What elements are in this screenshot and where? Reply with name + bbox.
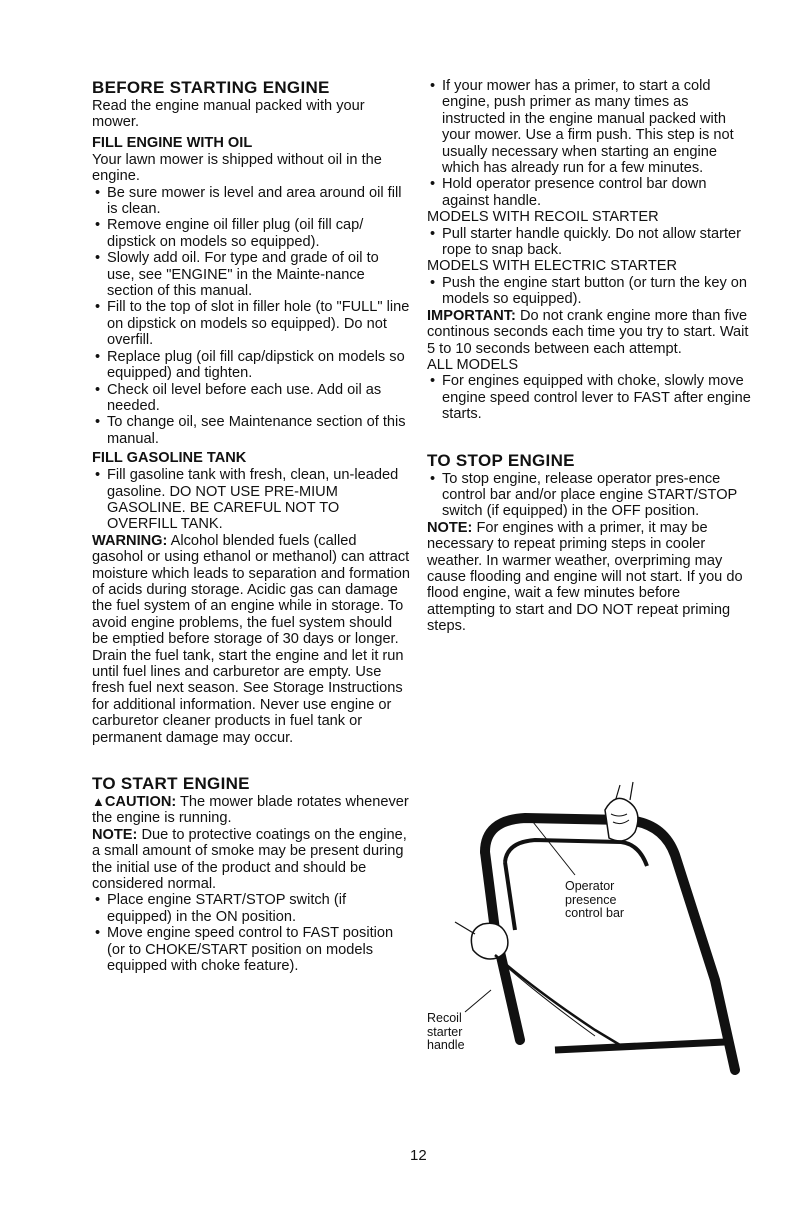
to-stop-list — [427, 471, 752, 520]
before-starting-heading: BEFORE STARTING ENGINE — [92, 78, 330, 97]
note-paragraph — [92, 827, 410, 893]
handle-drawing — [425, 780, 765, 1085]
warning-text: Alcohol blended fuels (called gasohol or using ethanol or methanol) can attract moisture which leads to separation and formation of acids during storage. Acidic gas can damage the fuel system of an engine while in storage. To avoid engine problems, the fuel system should be emptied before storage of 30 days or longer. Drain the fuel tank, start the engine and let it run until fuel lines and carburetor are empty. Use fresh fuel next season. See Storage Instructions for additional information. Never use engine or carburetor cleaner products in fuel tank or permanent damage may occur. — [92, 532, 410, 746]
all-models-list — [427, 373, 752, 422]
list-item: • For engines equipped with choke, slowly move engine speed control lever to FAST after engine starts. — [427, 373, 752, 422]
caution-paragraph — [92, 794, 410, 827]
primer-list — [427, 78, 752, 209]
list-item: • Fill gasoline tank with fresh, clean, un-leaded gasoline. DO NOT USE PRE-MIUM GASOLINE. BE CAREFUL NOT TO OVERFILL TANK. — [92, 467, 410, 533]
warning-label: WARNING: — [92, 532, 168, 549]
before-starting-intro: Read the engine manual packed with your mower. — [92, 98, 365, 131]
list-item: • Place engine START/STOP switch (if equipped) in the ON position. — [92, 892, 410, 925]
note-label: NOTE: — [92, 826, 138, 843]
important-text: Do not crank engine more than five continous seconds each time you try to start. Wait 5 to 10 seconds between each attempt. — [427, 307, 749, 357]
list-item: • To change oil, see Maintenance section of this manual. — [92, 414, 410, 447]
right-column — [427, 78, 752, 635]
warning-triangle-icon: ▲ — [92, 794, 105, 810]
mower-handle-illustration — [425, 780, 765, 1085]
list-item: • Push the engine start button (or turn the key on models so equipped). — [427, 275, 752, 308]
recoil-heading: MODELS WITH RECOIL STARTER — [427, 209, 659, 226]
list-item: • Fill to the top of slot in filler hole (to "FULL" line on dipstick on models so equipped). Do not overfill. — [92, 299, 410, 348]
list-item: • Pull starter handle quickly. Do not allow starter rope to snap back. — [427, 226, 752, 259]
caution-text: The mower blade rotates whenever the engine is running. — [92, 794, 409, 827]
list-item: • Move engine speed control to FAST position (or to CHOKE/START position on models equipped with choke feature). — [92, 925, 410, 974]
label-line: starter — [427, 1024, 463, 1039]
list-item: • Be sure mower is level and area around oil fill is clean. — [92, 185, 410, 218]
stop-note-paragraph — [427, 520, 752, 635]
list-item: • If your mower has a primer, to start a cold engine, push primer as many times as instructed in the engine manual packed with your mower. Use a firm push. This step is not usually necessary when starting an engine which has already run for a few minutes. — [427, 78, 752, 176]
list-item: • To stop engine, release operator pres-ence control bar and/or place engine START/STOP switch (if equipped) in the OFF position. — [427, 471, 752, 520]
operator-presence-label — [565, 880, 624, 921]
recoil-starter-label — [427, 1012, 465, 1053]
page-number: 12 — [410, 1147, 427, 1164]
list-item: • Hold operator presence control bar down against handle. — [427, 176, 752, 209]
label-line: Operator — [565, 879, 615, 893]
fill-oil-intro: Your lawn mower is shipped without oil in the engine. — [92, 151, 382, 185]
label-line: handle — [427, 1038, 465, 1052]
left-column — [92, 78, 410, 975]
fill-gas-heading: FILL GASOLINE TANK — [92, 450, 247, 467]
all-models-heading: ALL MODELS — [427, 356, 519, 373]
note-text: Due to protective coatings on the engine, a small amount of smoke may be present during the initial use of the product and should be considered normal. — [92, 826, 407, 893]
to-stop-heading: TO STOP ENGINE — [427, 450, 575, 470]
to-start-heading: TO START ENGINE — [92, 774, 250, 794]
warning-paragraph — [92, 533, 410, 746]
fill-gas-list — [92, 467, 410, 533]
electric-heading: MODELS WITH ELECTRIC STARTER — [427, 258, 678, 275]
list-item: • Replace plug (oil fill cap/dipstick on models so equipped) and tighten. — [92, 349, 410, 382]
label-line: presence — [565, 892, 617, 907]
label-line: control bar — [565, 906, 625, 920]
list-item: • Remove engine oil filler plug (oil fill cap/ dipstick on models so equipped). — [92, 217, 410, 250]
electric-list — [427, 275, 752, 308]
fill-oil-heading: FILL ENGINE WITH OIL — [92, 134, 253, 151]
recoil-list — [427, 226, 752, 259]
stop-note-text: For engines with a primer, it may be necessary to repeat priming steps in cooler weather. In warmer weather, overpriming may cause flooding and engine will not start. If you do flood engine, wait a few minutes before attempting to start and DO NOT repeat priming steps. — [427, 519, 743, 635]
label-line: Recoil — [427, 1011, 462, 1025]
caution-label: CAUTION: — [104, 794, 177, 811]
important-paragraph — [427, 308, 752, 357]
list-item: • Slowly add oil. For type and grade of oil to use, see "ENGINE" in the Mainte-nance section of this manual. — [92, 250, 410, 299]
fill-oil-list — [92, 185, 410, 448]
important-label: IMPORTANT: — [427, 307, 516, 324]
stop-note-label: NOTE: — [427, 519, 473, 536]
to-start-list — [92, 892, 410, 974]
list-item: • Check oil level before each use. Add oil as needed. — [92, 382, 410, 415]
